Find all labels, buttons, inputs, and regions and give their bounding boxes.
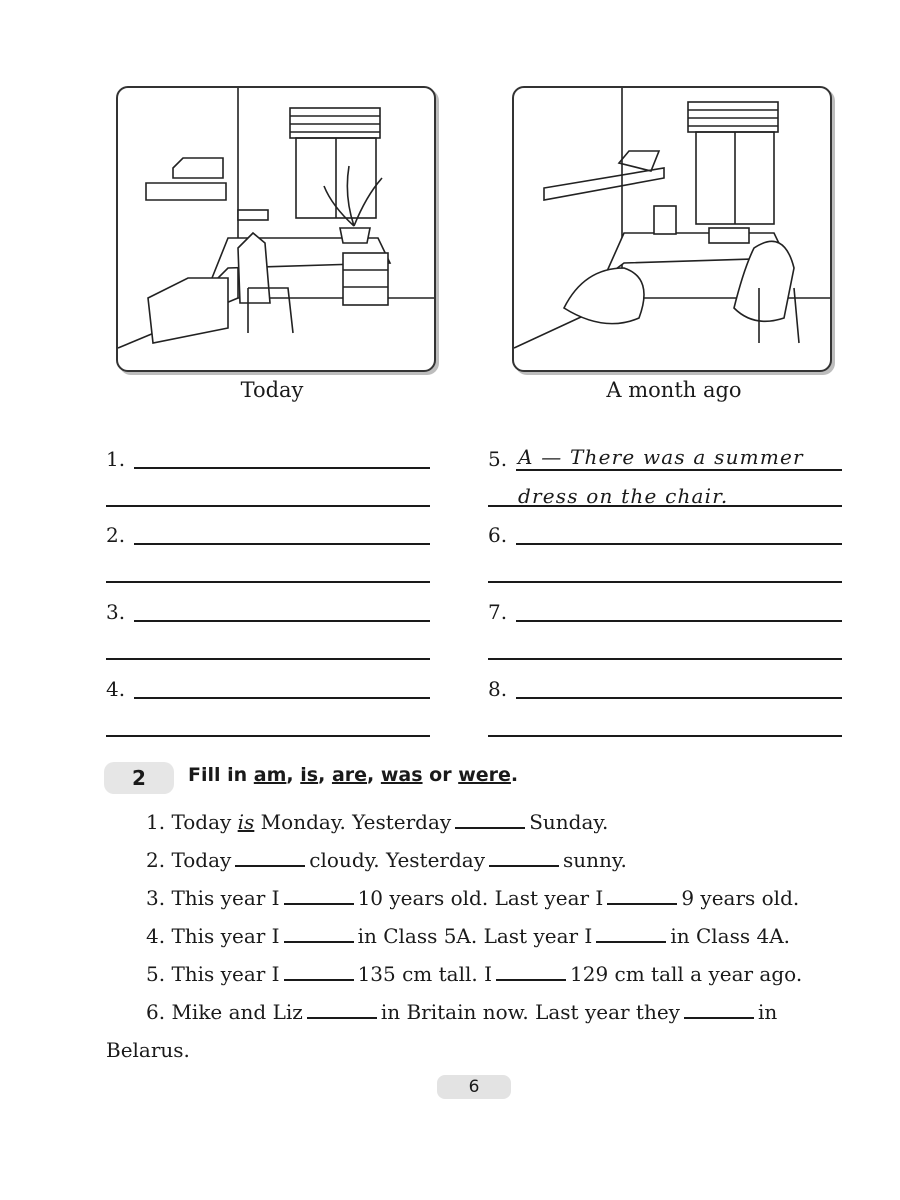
answer-number-1: 1. bbox=[106, 447, 126, 471]
answer-line-1a[interactable] bbox=[134, 467, 430, 469]
answer-line-4a[interactable] bbox=[134, 697, 430, 699]
sentence-2: 2. Today cloudy. Yesterday sunny. bbox=[146, 848, 627, 872]
blank-4b[interactable] bbox=[596, 925, 666, 943]
answer-line-6b[interactable] bbox=[488, 581, 842, 583]
room-month-ago-illustration bbox=[514, 88, 830, 370]
answer-line-8a[interactable] bbox=[516, 697, 842, 699]
page-number: 6 bbox=[437, 1075, 511, 1099]
blank-3a[interactable] bbox=[284, 887, 354, 905]
answer-number-3: 3. bbox=[106, 600, 126, 624]
answer-line-8b[interactable] bbox=[488, 735, 842, 737]
answer-number-4: 4. bbox=[106, 677, 126, 701]
answer-number-7: 7. bbox=[488, 600, 508, 624]
sentence-3: 3. This year I 10 years old. Last year I 9 years old. bbox=[146, 886, 800, 910]
answer-line-4b[interactable] bbox=[106, 735, 430, 737]
blank-3b[interactable] bbox=[607, 887, 677, 905]
example-answer-line1: A — There was a summer bbox=[518, 445, 804, 469]
blank-1a[interactable] bbox=[455, 811, 525, 829]
answer-line-7b[interactable] bbox=[488, 658, 842, 660]
sentence-4: 4. This year I in Class 5A. Last year I in Class 4A. bbox=[146, 924, 790, 948]
answer-line-1b[interactable] bbox=[106, 505, 430, 507]
answer-number-6: 6. bbox=[488, 523, 508, 547]
example-answer-line2: dress on the chair. bbox=[518, 484, 729, 508]
answer-number-5: 5. bbox=[488, 447, 508, 471]
room-today-illustration bbox=[118, 88, 434, 370]
exercise-number-badge: 2 bbox=[104, 762, 174, 794]
blank-5b[interactable] bbox=[496, 963, 566, 981]
sentence-1: 1. Today is Monday. Yesterday Sunday. bbox=[146, 810, 609, 834]
sentence-6: 6. Mike and Liz in Britain now. Last year they in bbox=[146, 1000, 778, 1024]
answer-number-2: 2. bbox=[106, 523, 126, 547]
exercise-title: Fill in am, is, are, was or were. bbox=[188, 764, 519, 786]
sentence-5: 5. This year I 135 cm tall. I 129 cm tall a year ago. bbox=[146, 962, 803, 986]
blank-5a[interactable] bbox=[284, 963, 354, 981]
answer-line-6a[interactable] bbox=[516, 543, 842, 545]
answer-number-8: 8. bbox=[488, 677, 508, 701]
answer-line-5a[interactable] bbox=[516, 469, 842, 471]
blank-6a[interactable] bbox=[307, 1001, 377, 1019]
answer-line-2b[interactable] bbox=[106, 581, 430, 583]
blank-4a[interactable] bbox=[284, 925, 354, 943]
answer-line-3b[interactable] bbox=[106, 658, 430, 660]
blank-2b[interactable] bbox=[489, 849, 559, 867]
answer-line-5b[interactable] bbox=[488, 505, 842, 507]
blank-6b[interactable] bbox=[684, 1001, 754, 1019]
caption-month-ago: A month ago bbox=[606, 378, 742, 402]
answer-line-2a[interactable] bbox=[134, 543, 430, 545]
caption-today: Today bbox=[240, 378, 304, 402]
answer-line-3a[interactable] bbox=[134, 620, 430, 622]
sentence-6-continued: Belarus. bbox=[106, 1038, 190, 1062]
picture-today bbox=[116, 86, 436, 372]
answer-line-7a[interactable] bbox=[516, 620, 842, 622]
picture-month-ago bbox=[512, 86, 832, 372]
blank-2a[interactable] bbox=[235, 849, 305, 867]
